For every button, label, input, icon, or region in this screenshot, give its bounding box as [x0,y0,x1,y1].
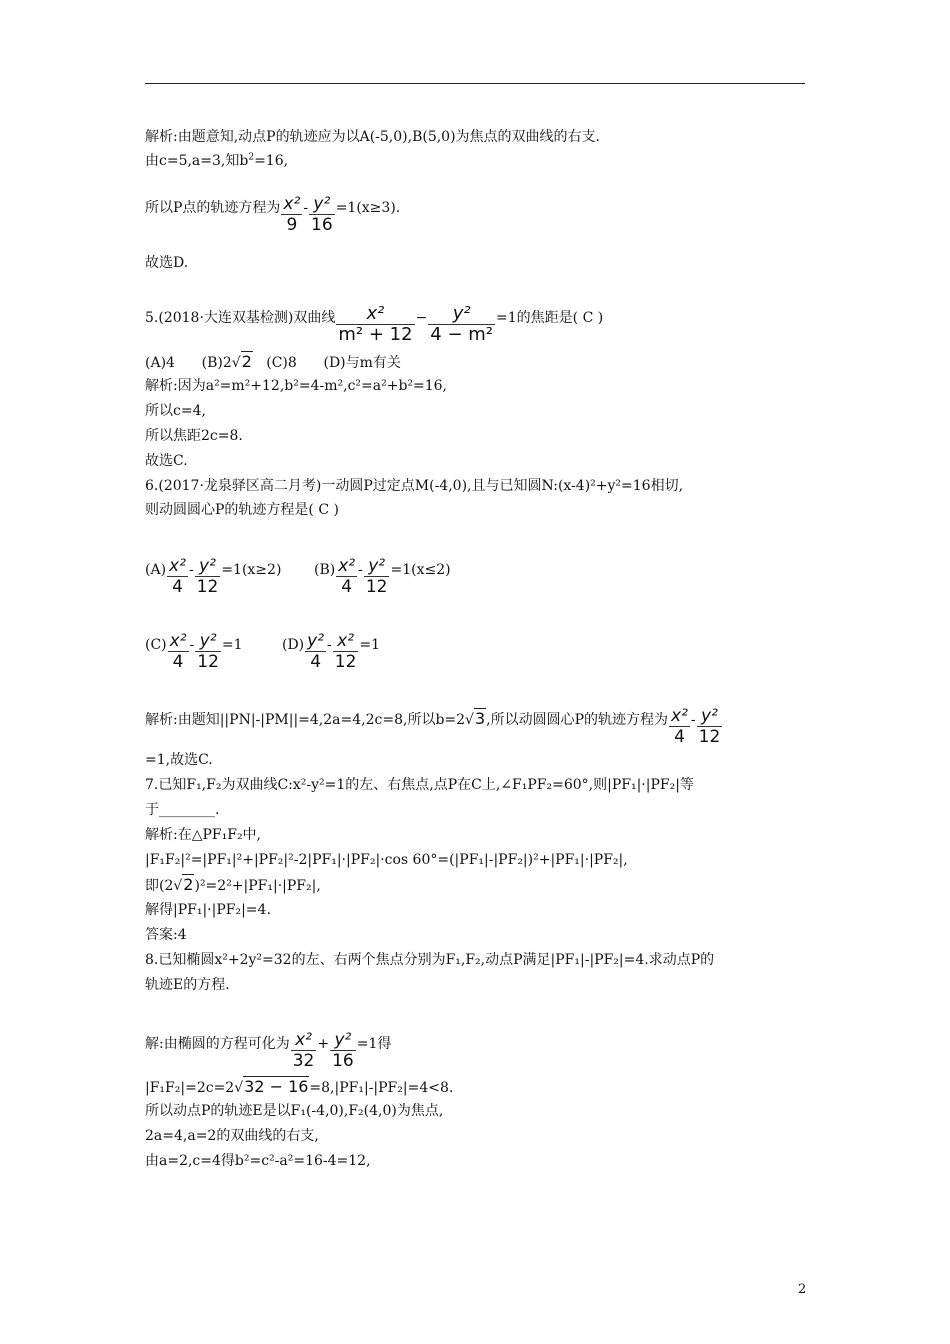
q5-options [145,353,401,372]
fraction: $\frac{\text{y²}}{12}$ [698,706,721,747]
fraction: $\frac{\text{x²}}{4}$ [169,631,187,672]
option-a: (A)4 [145,355,175,371]
fraction: $\frac{\text{y²}}{16}$ [332,1030,354,1071]
q6-option-b: (B) $\frac{\text{x²}}{4}$ - $\frac{\text{y²}}{12}$ =1(x≤2) [314,556,451,597]
q8-solution-line: |F₁F₂|=2c=2√32 − 16=8,|PF₁|-|PF₂|=4<8. [145,1077,454,1096]
q4-given-line: 由c=5,a=3,知$b^2=16$, [145,152,289,169]
q5-answer-line: 故选C. [145,453,188,469]
q5-solution-line: 所以焦距2c=8. [145,428,243,444]
fraction: $\frac{\text{x²}}{12}$ [334,631,357,672]
q7-question-line: 于________. [145,802,220,818]
fraction: $\frac{\text{x²}}{4}$ [671,706,688,747]
q6-question-line: 则动圆圆心P的轨迹方程是( C ) [145,502,339,518]
fraction: $\frac{\text{x²}}{32}$ [292,1030,315,1071]
fraction: $\frac{\text{y²}}{16}$ [311,194,333,235]
q6-solution-line: 解析:由题知||PN|-|PM||=4,2a=4,2c=8,所以b=2√3,所以动圆圆心P的轨迹方程为 $\frac{\text{x²}}{4}$ - $\frac{\text{y²}}{12}$ [145,706,721,747]
q8-solution-line: 由a=2,c=4得b²=c²-a²=16-4=12, [145,1153,371,1169]
q6-option-d: (D) $\frac{\text{y²}}{4}$ - $\frac{\text{x²}}{12}$ =1 [282,631,381,672]
q4-solution-line: 解析:由题意知,动点P的轨迹应为以A(-5,0),B(5,0)为焦点的双曲线的右支. [145,129,600,145]
q8-question-line: 轨迹E的方程. [145,977,230,993]
option-d: (D)与m有关 [323,355,401,371]
page-number: 2 [798,1282,807,1297]
header-rule [145,83,805,84]
option-b: (B)2√2 [201,352,252,371]
q6-answer-line: =1,故选C. [145,752,213,768]
q7-solution-line: 解得|PF₁|·|PF₂|=4. [145,902,271,918]
q8-solution-line: 所以动点P的轨迹E是以F₁(-4,0),F₂(4,0)为焦点, [145,1103,444,1119]
fraction: $\frac{\text{y²}}{\text{4 − m²}}$ [430,303,494,345]
q5-question-line: 5.(2018·大连双基检测)双曲线 $\frac{\text{x²}}{\text{m² + 12}}$ − $\frac{\text{y²}}{\text{4 − m²}}$ =1的焦距是( C ) [145,303,604,345]
fraction: $\frac{\text{y²}}{4}$ [307,631,325,672]
q6-question-line: 6.(2017·龙泉驿区高二月考)一动圆P过定点M(-4,0),且与已知圆N:(x-4)²+y²=16相切, [145,478,684,494]
q7-answer-line: 答案:4 [145,927,187,943]
q7-solution-line: 即(2√2)²=2²+|PF₁|·|PF₂|, [145,875,321,894]
q4-answer-line: 故选D. [145,255,189,271]
q8-solution-line: 解:由椭圆的方程可化为 $\frac{\text{x²}}{32}$ + $\frac{\text{y²}}{16}$ =1得 [145,1030,392,1071]
q8-question-line: 8.已知椭圆x²+2y²=32的左、右两个焦点分别为F₁,F₂,动点P满足|PF₁|-|PF₂|=4.求动点P的 [145,952,715,968]
fraction: $\frac{\text{x²}}{4}$ [338,556,356,597]
fraction: $\frac{\text{y²}}{12}$ [197,631,219,672]
fraction: $\frac{\text{x²}}{4}$ [169,556,186,597]
q6-option-c: (C) $\frac{\text{x²}}{4}$ - $\frac{\text{y²}}{12}$ =1 [145,631,243,672]
option-c: (C)8 [266,355,297,371]
fraction: $\frac{\text{x²}}{\text{m² + 12}}$ [338,303,413,345]
q7-question-line: 7.已知F₁,F₂为双曲线C:x²-y²=1的左、右焦点,点P在C上,∠F₁PF₂=60°,则|PF₁|·|PF₂|等 [145,777,694,793]
q7-solution-line: 解析:在△PF₁F₂中, [145,827,262,843]
q5-solution-line: 解析:因为a²=m²+12,b²=4-m²,c²=a²+b²=16, [145,378,448,394]
fraction: $\frac{\text{y²}}{12}$ [196,556,219,597]
q7-solution-line: |F₁F₂|²=|PF₁|²+|PF₂|²-2|PF₁|·|PF₂|·cos 60°=(|PF₁|-|PF₂|)²+|PF₁|·|PF₂|, [145,852,628,868]
fraction: $\frac{\text{y²}}{12}$ [365,556,388,597]
q4-equation-line: 所以P点的轨迹方程为 $\frac{\text{x²}}{9}$ - $\frac{\text{y²}}{16}$ =1(x≥3). [145,194,401,235]
fraction: $\frac{\text{x²}}{9}$ [283,194,301,235]
q5-solution-line: 所以c=4, [145,403,206,419]
q8-solution-line: 2a=4,a=2的双曲线的右支, [145,1128,319,1144]
q6-option-a: (A) $\frac{\text{x²}}{4}$ - $\frac{\text{y²}}{12}$ =1(x≥2) [145,556,282,597]
